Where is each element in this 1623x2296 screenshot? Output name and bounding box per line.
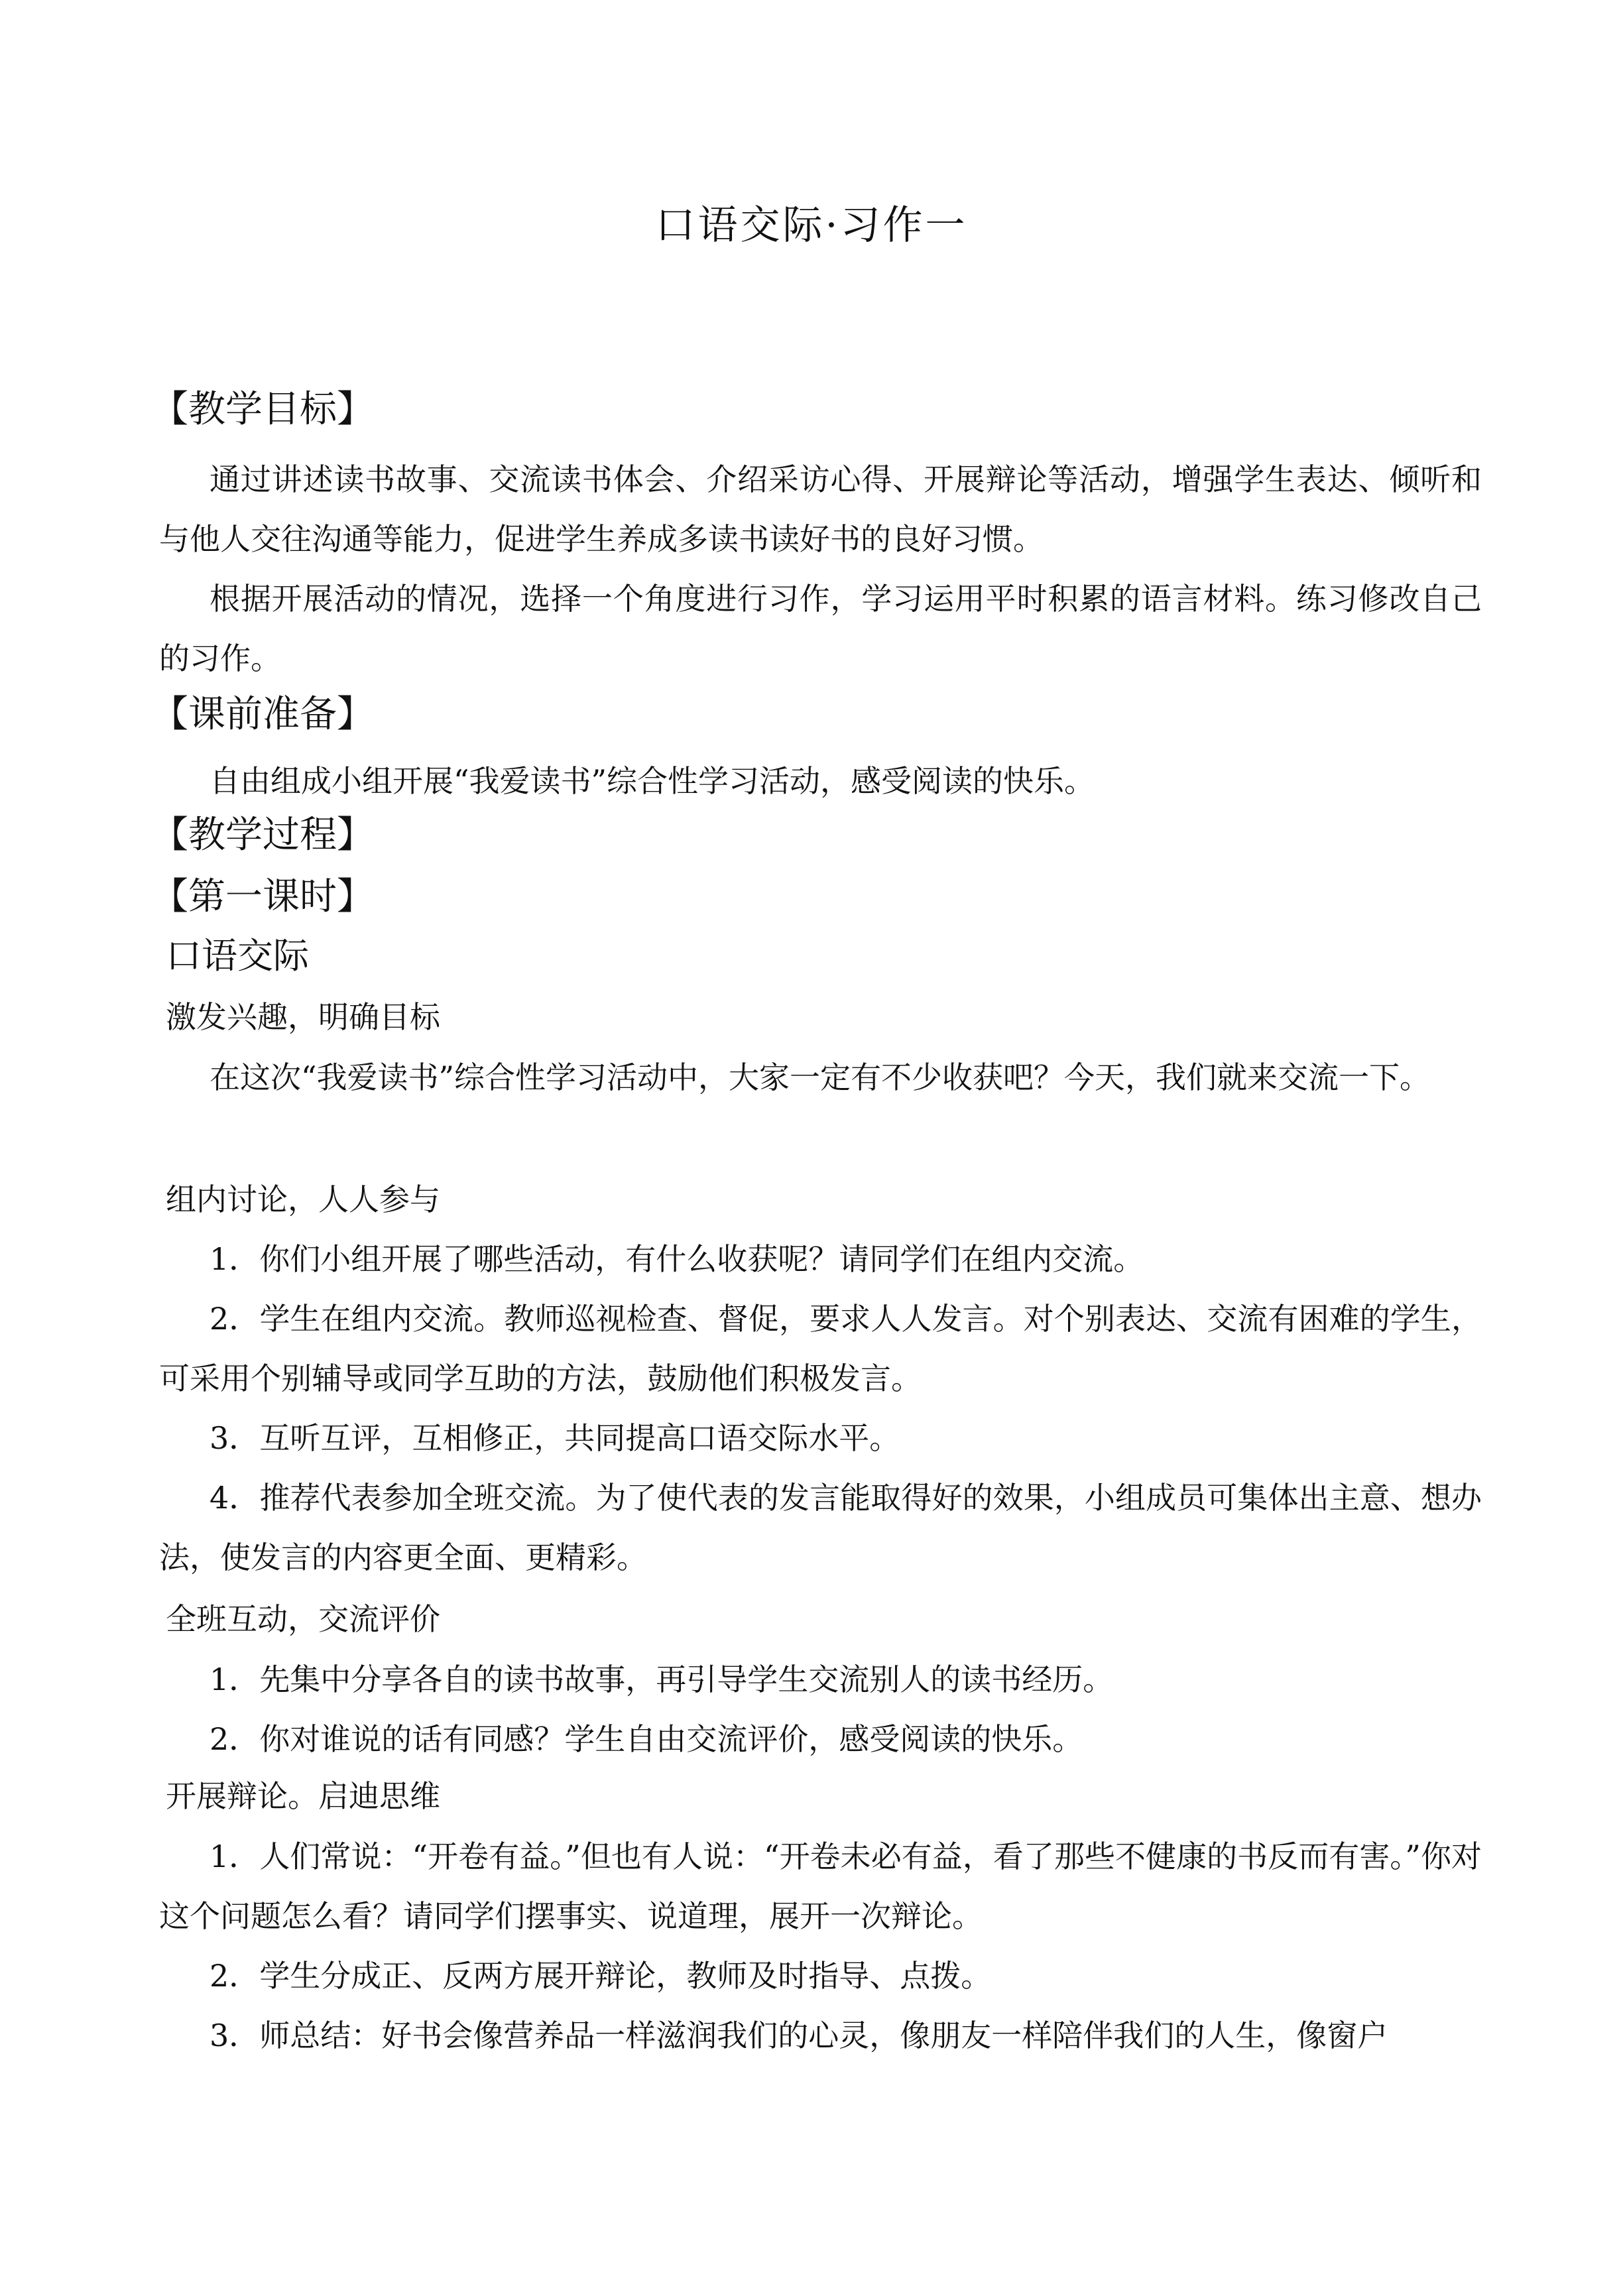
step2-item-2: 2．学生在组内交流。教师巡视检查、督促，要求人人发言。对个别表达、交流有困难的学生，可采用个别辅导或同学互助的方法，鼓励他们积极发言。 bbox=[159, 1301, 1482, 1396]
step1-title: 激发兴趣，明确目标 bbox=[166, 999, 440, 1035]
step1-paragraph: 在这次“我爱读书”综合性学习活动中，大家一定有不少收获吧？今天，我们就来交流一下。 bbox=[210, 1059, 1431, 1095]
step3-item-1: 1．先集中分享各自的读书故事，再引导学生交流别人的读书经历。 bbox=[210, 1662, 1114, 1697]
step2-item-1: 1．你们小组开展了哪些活动，有什么收获呢？请同学们在组内交流。 bbox=[210, 1241, 1144, 1277]
lesson1-heading: 【第一课时】 bbox=[151, 875, 374, 918]
goal-paragraph-2: 根据开展活动的情况，选择一个角度进行习作，学习运用平时积累的语言材料。练习修改自己的习作。 bbox=[159, 581, 1482, 676]
goals-heading: 【教学目标】 bbox=[151, 388, 374, 431]
step3-item-2: 2．你对谁说的话有同感？学生自由交流评价，感受阅读的快乐。 bbox=[210, 1721, 1083, 1757]
step4-title: 开展辩论。启迪思维 bbox=[166, 1778, 440, 1814]
step4-item-2: 2．学生分成正、反两方展开辩论，教师及时指导、点拨。 bbox=[210, 1958, 992, 1994]
prep-heading: 【课前准备】 bbox=[151, 693, 374, 736]
step2-title: 组内讨论，人人参与 bbox=[166, 1181, 440, 1217]
process-heading: 【教学过程】 bbox=[151, 814, 374, 857]
step4-item-3: 3．师总结：好书会像营养品一样滋润我们的心灵，像朋友一样陪伴我们的人生，像窗户 bbox=[210, 2018, 1388, 2053]
prep-paragraph: 自由组成小组开展“我爱读书”综合性学习活动，感受阅读的快乐。 bbox=[210, 763, 1095, 799]
step2-item-3: 3．互听互评，互相修正，共同提高口语交际水平。 bbox=[210, 1420, 900, 1456]
oral-heading: 口语交际 bbox=[166, 935, 309, 977]
step3-title: 全班互动，交流评价 bbox=[166, 1601, 440, 1637]
step2-item-4: 4．推荐代表参加全班交流。为了使代表的发言能取得好的效果，小组成员可集体出主意、想办法，使发言的内容更全面、更精彩。 bbox=[159, 1480, 1482, 1575]
page-title: 口语交际·习作一 bbox=[655, 202, 968, 249]
goal-paragraph-1: 通过讲述读书故事、交流读书体会、介绍采访心得、开展辩论等活动，增强学生表达、倾听和与他人交往沟通等能力，促进学生养成多读书读好书的良好习惯。 bbox=[159, 461, 1482, 557]
step4-item-1: 1．人们常说：“开卷有益。”但也有人说：“开卷未必有益，看了那些不健康的书反而有害。”你对这个问题怎么看？请同学们摆事实、说道理，展开一次辩论。 bbox=[159, 1839, 1482, 1934]
